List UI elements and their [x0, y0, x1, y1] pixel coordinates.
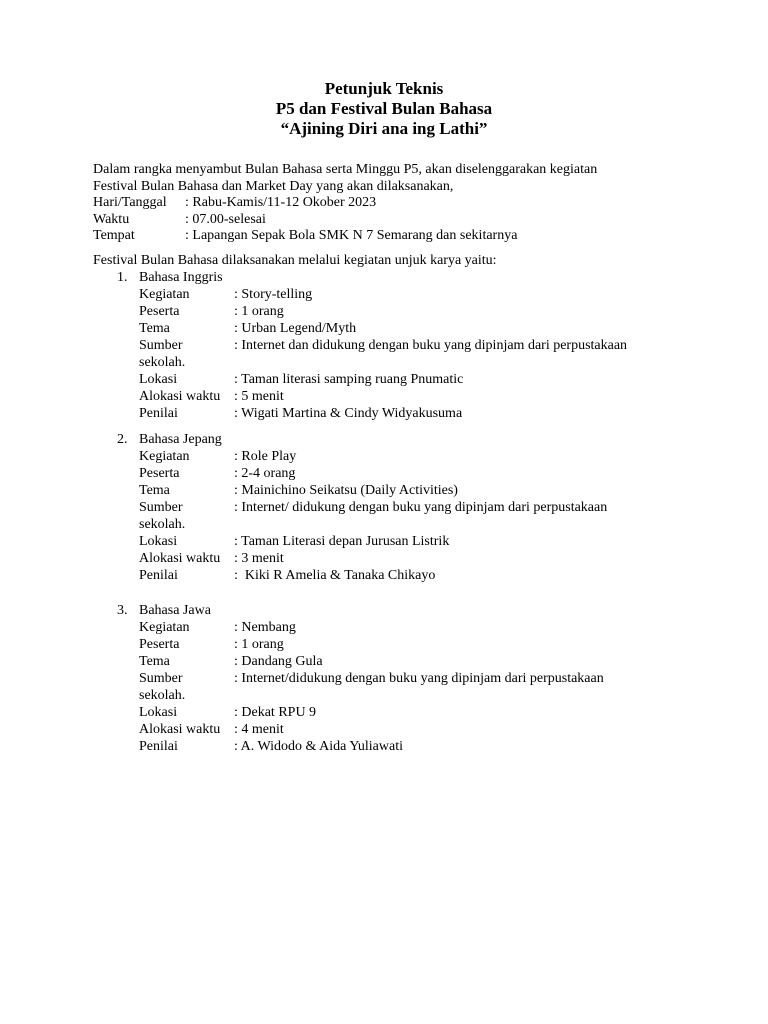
- row-label: Peserta: [139, 637, 180, 652]
- row-label: Penilai: [139, 568, 178, 583]
- row-label: Kegiatan: [139, 620, 190, 635]
- row-label: Sumber: [139, 671, 183, 686]
- row-value: : Internet dan didukung dengan buku yang dipinjam dari perpustakaan: [234, 338, 628, 353]
- section-heading: [117, 269, 697, 286]
- detail-value: : Lapangan Sepak Bola SMK N 7 Semarang dan sekitarnya: [185, 228, 518, 243]
- row-value: : Dandang Gula: [234, 654, 323, 669]
- title-line-2: P5 dan Festival Bulan Bahasa: [275, 99, 493, 118]
- section-bahasa-jepang: [117, 431, 697, 584]
- row-value: : 1 orang: [234, 304, 284, 319]
- row-label: Tema: [139, 483, 170, 498]
- row-sumber-wrap: sekolah.: [139, 517, 186, 532]
- section-number: 1.: [117, 270, 128, 285]
- section-bahasa-jawa: [117, 602, 697, 755]
- row-value: : Dekat RPU 9: [234, 705, 317, 720]
- title-block: [0, 79, 768, 139]
- row-value: : Kiki R Amelia & Tanaka Chikayo: [234, 568, 436, 583]
- detail-label: Hari/Tanggal: [93, 195, 167, 210]
- row-peserta: [139, 636, 697, 653]
- row-label: Alokasi waktu: [139, 722, 221, 737]
- detail-value: : Rabu-Kamis/11-12 Okober 2023: [185, 195, 377, 210]
- row-kegiatan: [139, 619, 697, 636]
- row-alokasi-waktu: [139, 388, 697, 405]
- row-sumber-wrap: sekolah.: [139, 355, 186, 370]
- row-label: Lokasi: [139, 534, 178, 549]
- row-peserta: [139, 465, 697, 482]
- row-sumber: [139, 670, 697, 687]
- row-label: Tema: [139, 321, 170, 336]
- row-label: Lokasi: [139, 372, 178, 387]
- intro-line-1: Dalam rangka menyambut Bulan Bahasa serta Minggu P5, akan diselenggarakan kegiatan: [93, 162, 598, 177]
- detail-row-place: [93, 228, 693, 245]
- row-label: Peserta: [139, 304, 180, 319]
- row-label: Penilai: [139, 739, 178, 754]
- section-heading: [117, 431, 697, 448]
- detail-label: Waktu: [93, 211, 130, 227]
- row-label: Kegiatan: [139, 287, 190, 302]
- detail-label: Tempat: [93, 228, 135, 243]
- lead-sentence: Festival Bulan Bahasa dilaksanakan melalui kegiatan unjuk karya yaitu:: [93, 253, 497, 268]
- row-alokasi-waktu: [139, 550, 697, 567]
- section-number: 2.: [117, 432, 128, 447]
- title-line-1: Petunjuk Teknis: [324, 79, 444, 98]
- row-lokasi: [139, 704, 697, 721]
- row-value: : 4 menit: [234, 722, 284, 737]
- row-label: Peserta: [139, 466, 180, 481]
- row-label: Sumber: [139, 500, 183, 515]
- row-value: : 1 orang: [234, 637, 284, 652]
- intro-line-2: Festival Bulan Bahasa dan Market Day yang akan dilaksanakan,: [93, 178, 454, 194]
- row-label: Tema: [139, 654, 170, 669]
- section-bahasa-inggris: [117, 269, 697, 422]
- detail-row-date: [93, 195, 693, 212]
- row-label: Penilai: [139, 406, 178, 421]
- row-value: : Taman Literasi depan Jurusan Listrik: [234, 534, 450, 549]
- row-sumber: [139, 499, 697, 516]
- title-line-3: “Ajining Diri ana ing Lathi”: [280, 119, 488, 138]
- row-kegiatan: [139, 286, 697, 303]
- section-title: Bahasa Jawa: [139, 603, 211, 618]
- row-value: : Story-telling: [234, 287, 313, 302]
- intro-paragraph: [93, 162, 693, 245]
- row-value: : 5 menit: [234, 389, 284, 404]
- row-value: : Role Play: [234, 449, 297, 464]
- row-label: Alokasi waktu: [139, 389, 221, 404]
- row-penilai: [139, 567, 697, 584]
- row-label: Sumber: [139, 338, 183, 353]
- row-value: : Internet/ didukung dengan buku yang dipinjam dari perpustakaan: [234, 500, 608, 515]
- row-lokasi: [139, 371, 697, 388]
- row-sumber-wrap: sekolah.: [139, 688, 186, 703]
- row-tema: [139, 653, 697, 670]
- row-value: : Urban Legend/Myth: [234, 321, 357, 336]
- row-value: : A. Widodo & Aida Yuliawati: [234, 739, 403, 754]
- row-alokasi-waktu: [139, 721, 697, 738]
- detail-row-time: [93, 212, 693, 229]
- row-label: Kegiatan: [139, 449, 190, 464]
- row-penilai: [139, 405, 697, 422]
- row-kegiatan: [139, 448, 697, 465]
- row-peserta: [139, 303, 697, 320]
- row-sumber: [139, 337, 697, 354]
- row-value: : Nembang: [234, 620, 296, 635]
- section-title: Bahasa Jepang: [139, 432, 222, 447]
- section-number: 3.: [117, 603, 128, 618]
- row-value: : Wigati Martina & Cindy Widyakusuma: [234, 406, 463, 421]
- row-label: Lokasi: [139, 705, 178, 720]
- row-value: : 2-4 orang: [234, 466, 296, 481]
- row-tema: [139, 482, 697, 499]
- section-title: Bahasa Inggris: [139, 270, 223, 285]
- row-value: : 3 menit: [234, 551, 284, 566]
- row-penilai: [139, 738, 697, 755]
- row-lokasi: [139, 533, 697, 550]
- row-value: : Mainichino Seikatsu (Daily Activities): [234, 483, 458, 498]
- section-heading: [117, 602, 697, 619]
- row-value: : Internet/didukung dengan buku yang dipinjam dari perpustakaan: [234, 671, 604, 686]
- row-tema: [139, 320, 697, 337]
- row-label: Alokasi waktu: [139, 551, 221, 566]
- row-value: : Taman literasi samping ruang Pnumatic: [234, 372, 464, 387]
- detail-value: : 07.00-selesai: [185, 211, 266, 227]
